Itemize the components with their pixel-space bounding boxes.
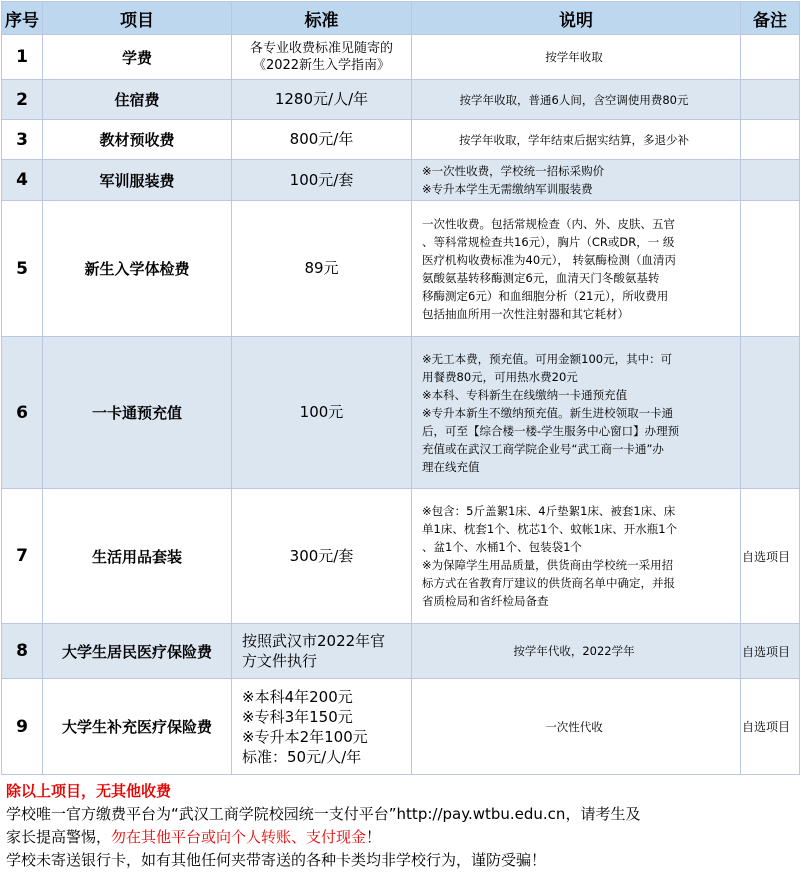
row-note: 自选项目 bbox=[741, 679, 800, 775]
row-description bbox=[412, 160, 741, 201]
row-description bbox=[412, 35, 741, 80]
row-standard bbox=[232, 160, 412, 201]
row-index: 8 bbox=[2, 624, 43, 679]
row-index: 1 bbox=[2, 35, 43, 80]
row-standard bbox=[232, 337, 412, 489]
notice-text: 家长提高警惕， bbox=[6, 828, 112, 846]
row-index: 5 bbox=[2, 201, 43, 337]
description-line: 医疗机构收费标准为40元）， 转氨酶检测（血清丙 bbox=[422, 252, 677, 267]
row-description bbox=[412, 624, 741, 679]
header-index: 序号 bbox=[2, 2, 43, 35]
row-index: 9 bbox=[2, 679, 43, 775]
row-item: 一卡通预充值 bbox=[43, 337, 232, 489]
row-note bbox=[741, 120, 800, 160]
notice-text: ！ bbox=[366, 828, 382, 846]
table-row bbox=[2, 201, 800, 337]
standard-line: 各专业收费标准见随寄的 bbox=[249, 41, 393, 56]
description-line: 充值或在武汉工商学院企业号“武工商一卡通”办 bbox=[422, 441, 664, 456]
header-row bbox=[2, 2, 800, 35]
standard-line: ※专科3年150元 bbox=[242, 707, 353, 726]
description-line: 一次性代收 bbox=[545, 719, 603, 734]
row-index: 7 bbox=[2, 489, 43, 624]
row-item: 教材预收费 bbox=[43, 120, 232, 160]
row-description bbox=[412, 201, 741, 337]
row-standard bbox=[232, 679, 412, 775]
row-description bbox=[412, 80, 741, 120]
row-standard bbox=[232, 489, 412, 624]
description-line: ※一次性收费，学校统一招标采购价 bbox=[422, 164, 605, 178]
row-standard bbox=[232, 624, 412, 679]
standard-line: 按照武汉市2022年官 bbox=[242, 632, 386, 650]
description-line: 标方式在省教育厅建议的供货商名单中确定，并报 bbox=[422, 576, 675, 590]
description-line: 一次性收费。包括常规检查（内、外、皮肤、五官 bbox=[422, 216, 675, 231]
header-item: 项目 bbox=[43, 2, 232, 35]
row-note bbox=[741, 337, 800, 489]
fee-table bbox=[1, 1, 800, 775]
row-standard bbox=[232, 35, 412, 80]
row-item: 生活用品套装 bbox=[43, 489, 232, 624]
row-index: 3 bbox=[2, 120, 43, 160]
row-item: 大学生居民医疗保险费 bbox=[43, 624, 232, 679]
header-standard: 标准 bbox=[232, 2, 412, 35]
header-note: 备注 bbox=[741, 2, 800, 35]
description-line: 氨酸氨基转移酶测定6元，血清天门冬酸氨基转 bbox=[422, 270, 660, 285]
standard-line: 标准：50元/人/年 bbox=[242, 747, 362, 766]
row-description bbox=[412, 120, 741, 160]
description-line: 包括抽血所用一次性注射器和其它耗材） bbox=[422, 306, 629, 321]
table-row bbox=[2, 489, 800, 624]
row-standard bbox=[232, 201, 412, 337]
warning-text: 除以上项目，无其他收费 bbox=[6, 782, 172, 800]
row-index: 4 bbox=[2, 160, 43, 201]
description-line: 按学年收取 bbox=[545, 50, 603, 64]
description-line: 、盆1个、水桶1个、包装袋1个 bbox=[422, 540, 582, 554]
description-line: ※专升本新生不缴纳预充值。新生进校领取一卡通 bbox=[422, 405, 674, 420]
fee-notice bbox=[6, 780, 796, 872]
notice-line: 学校未寄送银行卡，如有其他任何夹带寄送的各种卡类均非学校行为，谨防受骗！ bbox=[6, 851, 547, 869]
standard-line: 300元/套 bbox=[289, 546, 354, 565]
description-line: 按学年收取，普通6人间，含空调使用费80元 bbox=[459, 92, 689, 107]
standard-line: 89元 bbox=[304, 259, 339, 277]
table-row bbox=[2, 624, 800, 679]
description-line: 单1床、枕套1个、枕芯1个、蚊帐1床、开水瓶1个 bbox=[422, 522, 678, 536]
table-row bbox=[2, 160, 800, 201]
description-line: 按学年代收，2022学年 bbox=[513, 644, 635, 658]
description-line: ※专升本学生无需缴纳军训服装费 bbox=[422, 182, 593, 196]
row-description bbox=[412, 489, 741, 624]
row-note: 自选项目 bbox=[741, 489, 800, 624]
row-item: 新生入学体检费 bbox=[43, 201, 232, 337]
table-row bbox=[2, 679, 800, 775]
description-line: 、等科常规检查共16元），胸片（CR或DR，一 级 bbox=[422, 234, 675, 249]
row-item: 学费 bbox=[43, 35, 232, 80]
standard-line: 1280元/人/年 bbox=[274, 90, 369, 108]
row-index: 2 bbox=[2, 80, 43, 120]
row-item: 住宿费 bbox=[43, 80, 232, 120]
description-line: 后，可至【综合楼一楼-学生服务中心窗口】办理预 bbox=[422, 423, 680, 438]
standard-line: ※本科4年200元 bbox=[242, 687, 353, 706]
notice-line bbox=[6, 826, 796, 849]
table-row bbox=[2, 35, 800, 80]
row-note bbox=[741, 35, 800, 80]
description-line: ※包含：5斤盖絮1床、4斤垫絮1床、被套1床、床 bbox=[422, 504, 676, 518]
notice-warning-text: 勿在其他平台或向个人转账、支付现金 bbox=[111, 828, 367, 846]
description-line: ※无工本费，预充值。可用金额100元，其中：可 bbox=[422, 351, 673, 366]
description-line: 省质检局和省纤检局备查 bbox=[422, 594, 549, 608]
description-line: 用餐费80元，可用热水费20元 bbox=[422, 369, 578, 384]
description-line: 移酶测定6元）和血细胞分析（21元），所收费用 bbox=[422, 288, 669, 303]
row-index: 6 bbox=[2, 337, 43, 489]
table-row bbox=[2, 80, 800, 120]
row-note bbox=[741, 160, 800, 201]
table-row bbox=[2, 120, 800, 160]
header-description: 说明 bbox=[412, 2, 741, 35]
description-line: 按学年收取，学年结束后据实结算，多退少补 bbox=[459, 132, 689, 147]
row-description bbox=[412, 337, 741, 489]
row-description bbox=[412, 679, 741, 775]
standard-line: 800元/年 bbox=[289, 130, 354, 148]
standard-line: 100元 bbox=[299, 403, 344, 421]
row-item: 军训服装费 bbox=[43, 160, 232, 201]
standard-line: ※专升本2年100元 bbox=[242, 727, 368, 746]
description-line: ※本科、专科新生在线缴纳一卡通预充值 bbox=[422, 387, 628, 402]
row-note bbox=[741, 80, 800, 120]
row-note bbox=[741, 201, 800, 337]
row-note: 自选项目 bbox=[741, 624, 800, 679]
description-line: ※为保障学生用品质量，供货商由学校统一采用招 bbox=[422, 558, 674, 572]
notice-line: 学校唯一官方缴费平台为“武汉工商学院校园统一支付平台”http://pay.wtbu.edu.cn，请考生及 bbox=[6, 805, 641, 823]
standard-line: 方文件执行 bbox=[242, 652, 318, 670]
row-item: 大学生补充医疗保险费 bbox=[43, 679, 232, 775]
row-standard bbox=[232, 80, 412, 120]
table-row bbox=[2, 337, 800, 489]
standard-line: 100元/套 bbox=[289, 170, 354, 189]
standard-line: 《2022新生入学指南》 bbox=[252, 58, 391, 73]
row-standard bbox=[232, 120, 412, 160]
description-line: 理在线充值 bbox=[422, 459, 480, 474]
